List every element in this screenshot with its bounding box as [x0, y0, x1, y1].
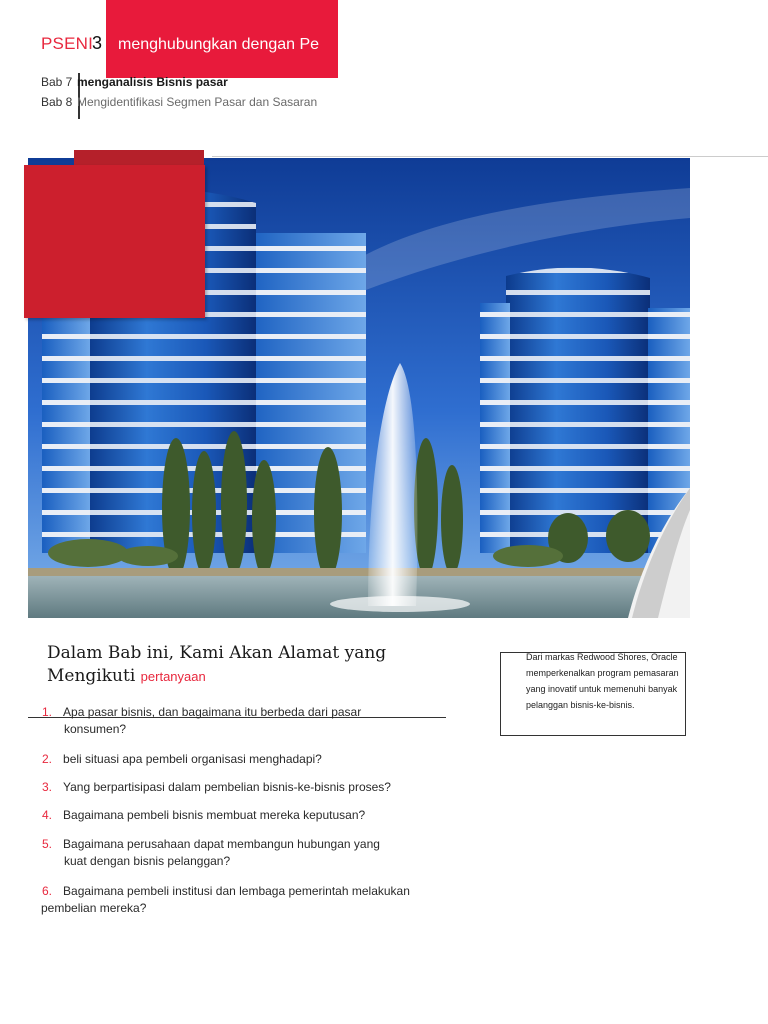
chapter-number: Bab 8 [41, 95, 73, 109]
photo-caption-box [500, 652, 686, 736]
question-text: Bagaimana perusahaan dapat membangun hubungan yang [63, 837, 380, 851]
red-tab [24, 165, 205, 318]
chapter-title: Mengidentifikasi Segmen Pasar dan Sasaran [77, 95, 318, 109]
question-item [42, 704, 414, 738]
chapter-row [41, 75, 228, 89]
section-heading-text: Dalam Bab ini, Kami Akan Alamat yang Mengikuti [47, 643, 387, 686]
part-title: menghubungkan dengan Pe [118, 36, 320, 53]
chapter-title: menganalisis Bisnis pasar [77, 75, 228, 89]
question-number: 4. [42, 808, 53, 822]
part-number: 3 [92, 33, 103, 53]
question-text-continued: pembelian mereka? [41, 901, 147, 915]
question-number: 2. [42, 752, 53, 766]
question-item [42, 779, 414, 796]
part-banner [106, 0, 338, 78]
question-item [42, 836, 414, 870]
question-number: 1. [42, 705, 53, 719]
question-text-continued: kuat dengan bisnis pelanggan? [64, 854, 231, 868]
question-text: beli situasi apa pembeli organisasi menghadapi? [63, 752, 322, 766]
photo-caption: Dari markas Redwood Shores, Oracle memperkenalkan program pemasaran yang inovatif untuk memenuhi banyak pelanggan bisnis-ke-bisnis. [526, 652, 679, 710]
question-text: Apa pasar bisnis, dan bagaimana itu berbeda dari pasar [63, 705, 362, 719]
header-rule [212, 156, 768, 157]
question-number: 5. [42, 837, 53, 851]
question-text-continued: konsumen? [64, 722, 127, 736]
question-item [42, 751, 414, 768]
question-text: Bagaimana pembeli bisnis membuat mereka keputusan? [63, 808, 366, 822]
question-number: 6. [42, 884, 53, 898]
section-heading [47, 642, 387, 688]
section-heading-accent: pertanyaan [140, 669, 206, 684]
part-label: PSENI [41, 34, 94, 53]
question-number: 3. [42, 780, 53, 794]
chapter-row [41, 95, 317, 109]
question-text: Yang berpartisipasi dalam pembelian bisnis-ke-bisnis proses? [63, 780, 391, 794]
question-text: Bagaimana pembeli institusi dan lembaga pemerintah melakukan [63, 884, 410, 898]
chapter-number: Bab 7 [41, 75, 73, 89]
question-item [42, 883, 414, 917]
question-item [42, 807, 414, 824]
